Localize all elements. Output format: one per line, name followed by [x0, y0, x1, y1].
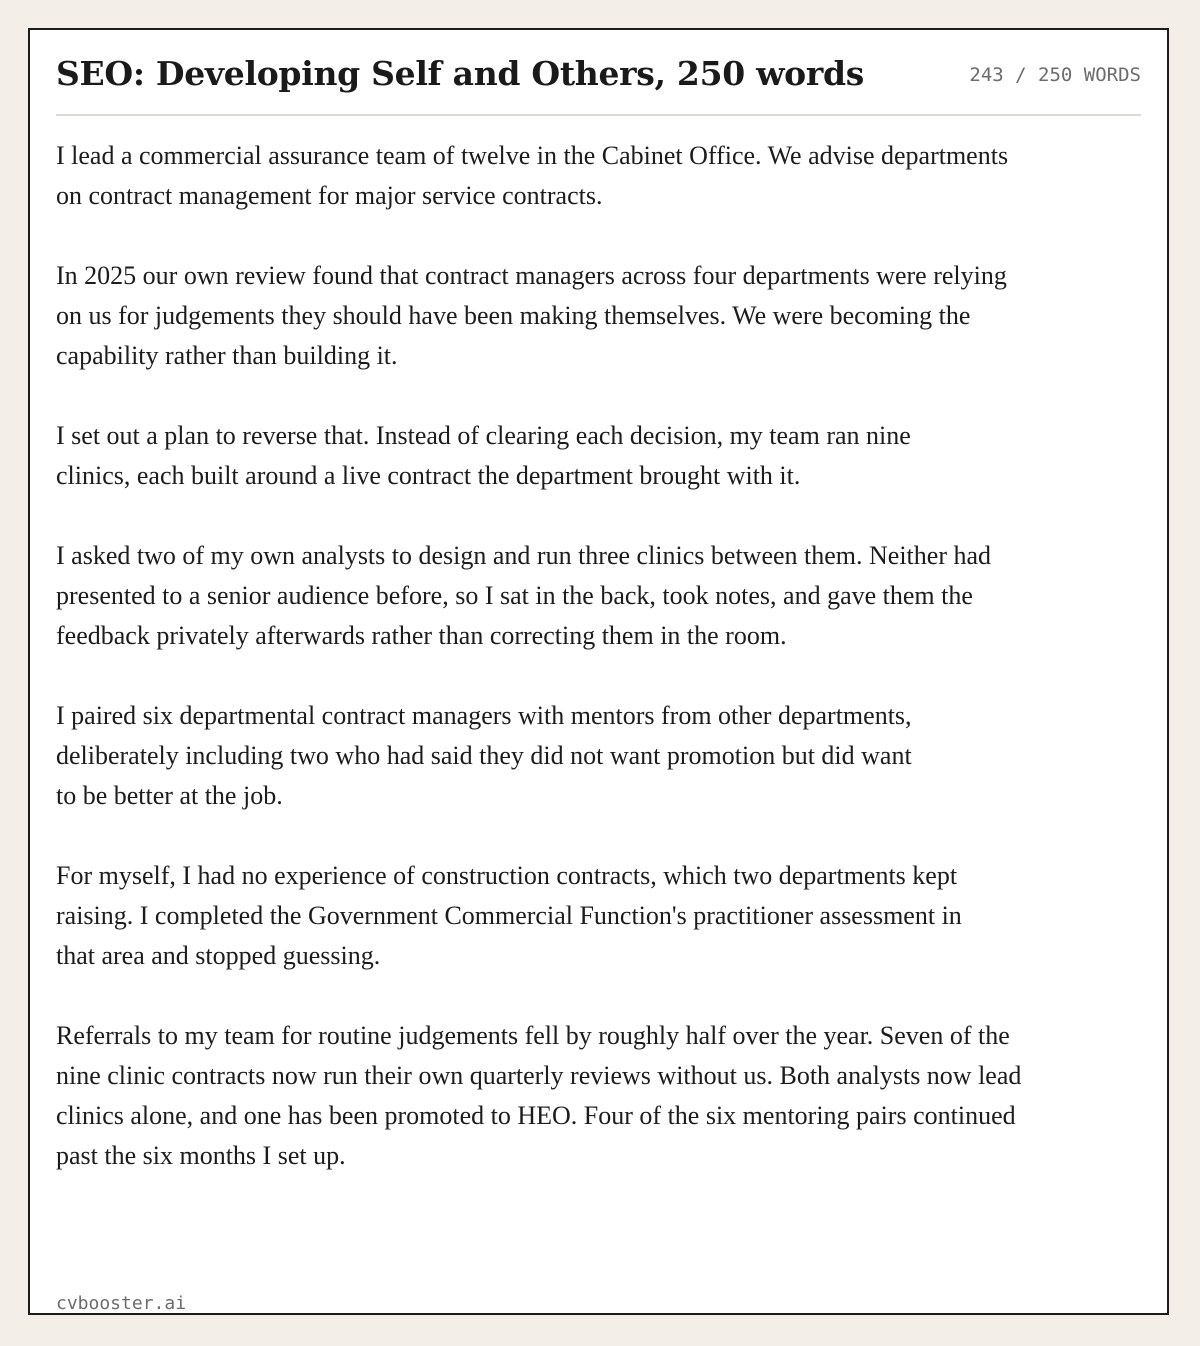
paragraph: For myself, I had no experience of construction contracts, which two departments kept raising. I completed the Government Commercial Function's practitioner assessment in that area and stopped guessing. [56, 861, 962, 970]
paragraph: Referrals to my team for routine judgements fell by roughly half over the year. Seven of the nine clinic contracts now run their own quarterly reviews without us. Both analysts now lead clinics alone, and one has been promoted to HEO. Four of the six mentoring pairs continued past the six months I set up. [56, 1021, 1022, 1170]
paragraph: I set out a plan to reverse that. Instead of clearing each decision, my team ran nine clinics, each built around a live contract the department brought with it. [56, 421, 911, 490]
card-header [56, 30, 1141, 116]
brand-footer: cvbooster.ai [56, 1293, 187, 1314]
answer-body [56, 116, 1031, 1176]
paragraph: I paired six departmental contract managers with mentors from other departments, deliberately including two who had said they did not want promotion but did want to be better at the job. [56, 701, 912, 810]
page-title: SEO: Developing Self and Others, 250 words [56, 54, 865, 93]
word-count-badge: 243 / 250 WORDS [969, 64, 1141, 86]
answer-card [28, 28, 1169, 1315]
paragraph: In 2025 our own review found that contract managers across four departments were relying on us for judgements they should have been making themselves. We were becoming the capability rather than building it. [56, 261, 1007, 370]
paragraph: I asked two of my own analysts to design and run three clinics between them. Neither had presented to a senior audience before, so I sat in the back, took notes, and gave them the feedback privately afterwards rather than correcting them in the room. [56, 541, 992, 650]
paragraph: I lead a commercial assurance team of twelve in the Cabinet Office. We advise departments on contract management for major service contracts. [56, 141, 1009, 210]
